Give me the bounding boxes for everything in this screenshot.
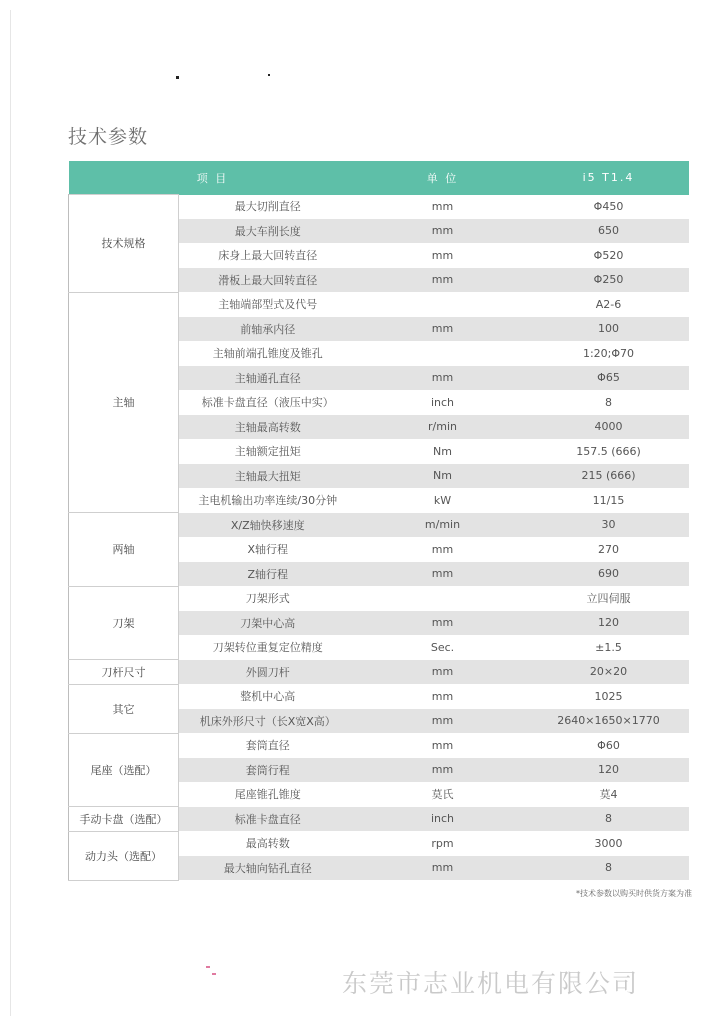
cell-item: 刀架转位重复定位精度 xyxy=(179,635,357,660)
cell-item: 前轴承内径 xyxy=(179,317,357,342)
cell-value: Φ65 xyxy=(529,366,689,391)
cell-value: 莫4 xyxy=(529,782,689,807)
cell-item: 整机中心高 xyxy=(179,684,357,709)
cell-unit: mm xyxy=(357,537,529,562)
cell-value: Φ250 xyxy=(529,268,689,293)
cell-value: 650 xyxy=(529,219,689,244)
cell-item: 标准卡盘直径 xyxy=(179,807,357,832)
cell-unit: kW xyxy=(357,488,529,513)
cell-unit: mm xyxy=(357,243,529,268)
table-row xyxy=(69,195,689,219)
cell-item: 床身上最大回转直径 xyxy=(179,243,357,268)
cell-value: Φ520 xyxy=(529,243,689,268)
cell-unit: Nm xyxy=(357,439,529,464)
cell-item: 主轴前端孔锥度及锥孔 xyxy=(179,341,357,366)
group-label: 刀架 xyxy=(69,586,179,660)
cell-item: 主轴额定扭矩 xyxy=(179,439,357,464)
group-label: 主轴 xyxy=(69,292,179,513)
cell-unit xyxy=(357,292,529,317)
cell-unit: rpm xyxy=(357,831,529,856)
cell-unit: mm xyxy=(357,562,529,587)
header-unit: 单 位 xyxy=(357,161,529,195)
table-row xyxy=(69,733,689,758)
cell-item: 套筒直径 xyxy=(179,733,357,758)
cell-value: A2-6 xyxy=(529,292,689,317)
print-speck xyxy=(176,76,179,79)
cell-item: 最大切削直径 xyxy=(179,195,357,219)
header-model: i5 T1.4 xyxy=(529,161,689,195)
cell-unit: mm xyxy=(357,660,529,685)
cell-unit: inch xyxy=(357,807,529,832)
cell-item: Z轴行程 xyxy=(179,562,357,587)
cell-unit: mm xyxy=(357,366,529,391)
cell-value: 8 xyxy=(529,807,689,832)
cell-value: Φ60 xyxy=(529,733,689,758)
cell-item: 机床外形尺寸（长X宽X高） xyxy=(179,709,357,734)
cell-unit: r/min xyxy=(357,415,529,440)
cell-value: 8 xyxy=(529,856,689,881)
group-label: 其它 xyxy=(69,684,179,733)
cell-value: 3000 xyxy=(529,831,689,856)
cell-value: 120 xyxy=(529,758,689,783)
company-name: 东莞市志业机电有限公司 xyxy=(342,969,640,998)
cell-unit: mm xyxy=(357,684,529,709)
cell-value: 20×20 xyxy=(529,660,689,685)
cell-value: Φ450 xyxy=(529,195,689,219)
cell-unit xyxy=(357,341,529,366)
print-speck xyxy=(268,74,270,76)
table-row xyxy=(69,831,689,856)
cell-value: 立四伺服 xyxy=(529,586,689,611)
cell-value: 11/15 xyxy=(529,488,689,513)
table-row xyxy=(69,660,689,685)
cell-value: 270 xyxy=(529,537,689,562)
cell-value: 1025 xyxy=(529,684,689,709)
cell-unit: mm xyxy=(357,195,529,219)
table-row xyxy=(69,807,689,832)
cell-item: 外圆刀杆 xyxy=(179,660,357,685)
print-speck xyxy=(212,973,216,975)
cell-item: X轴行程 xyxy=(179,537,357,562)
cell-item: 主轴端部型式及代号 xyxy=(179,292,357,317)
page-title: 技术参数 xyxy=(68,126,149,148)
header-item: 项 目 xyxy=(69,161,357,195)
group-label: 动力头（选配） xyxy=(69,831,179,880)
cell-item: 主轴最高转数 xyxy=(179,415,357,440)
cell-unit: mm xyxy=(357,856,529,881)
group-label: 刀杆尺寸 xyxy=(69,660,179,685)
print-speck xyxy=(206,966,210,968)
cell-item: 主轴最大扭矩 xyxy=(179,464,357,489)
table-row xyxy=(69,292,689,317)
cell-item: 主轴通孔直径 xyxy=(179,366,357,391)
cell-value: ±1.5 xyxy=(529,635,689,660)
cell-unit: mm xyxy=(357,219,529,244)
cell-item: 主电机输出功率连续/30分钟 xyxy=(179,488,357,513)
cell-unit: mm xyxy=(357,317,529,342)
cell-unit: Nm xyxy=(357,464,529,489)
table-header xyxy=(69,161,689,195)
group-label: 技术规格 xyxy=(69,195,179,293)
cell-unit: inch xyxy=(357,390,529,415)
cell-item: 套筒行程 xyxy=(179,758,357,783)
table-row xyxy=(69,513,689,538)
cell-value: 30 xyxy=(529,513,689,538)
cell-item: 尾座锥孔锥度 xyxy=(179,782,357,807)
cell-unit: mm xyxy=(357,733,529,758)
cell-unit: mm xyxy=(357,268,529,293)
group-label: 手动卡盘（选配） xyxy=(69,807,179,832)
cell-unit: Sec. xyxy=(357,635,529,660)
cell-value: 1:20;Φ70 xyxy=(529,341,689,366)
table-row xyxy=(69,684,689,709)
cell-item: 最大轴向钻孔直径 xyxy=(179,856,357,881)
cell-item: 标准卡盘直径（液压中实） xyxy=(179,390,357,415)
cell-unit: m/min xyxy=(357,513,529,538)
cell-item: 滑板上最大回转直径 xyxy=(179,268,357,293)
cell-value: 120 xyxy=(529,611,689,636)
group-label: 尾座（选配） xyxy=(69,733,179,807)
cell-unit: mm xyxy=(357,611,529,636)
cell-unit: mm xyxy=(357,758,529,783)
table-row xyxy=(69,586,689,611)
cell-value: 2640×1650×1770 xyxy=(529,709,689,734)
cell-unit: 莫氏 xyxy=(357,782,529,807)
cell-value: 4000 xyxy=(529,415,689,440)
cell-unit: mm xyxy=(357,709,529,734)
cell-item: 最大车削长度 xyxy=(179,219,357,244)
spec-table xyxy=(68,161,689,881)
cell-value: 690 xyxy=(529,562,689,587)
cell-item: 刀架形式 xyxy=(179,586,357,611)
cell-value: 8 xyxy=(529,390,689,415)
cell-unit xyxy=(357,586,529,611)
cell-value: 157.5 (666) xyxy=(529,439,689,464)
cell-value: 100 xyxy=(529,317,689,342)
spec-body xyxy=(69,195,689,881)
cell-item: 刀架中心高 xyxy=(179,611,357,636)
group-label: 两轴 xyxy=(69,513,179,587)
cell-item: X/Z轴快移速度 xyxy=(179,513,357,538)
footnote: *技术参数以购买时供货方案为准 xyxy=(576,889,692,898)
cell-value: 215 (666) xyxy=(529,464,689,489)
cell-item: 最高转数 xyxy=(179,831,357,856)
